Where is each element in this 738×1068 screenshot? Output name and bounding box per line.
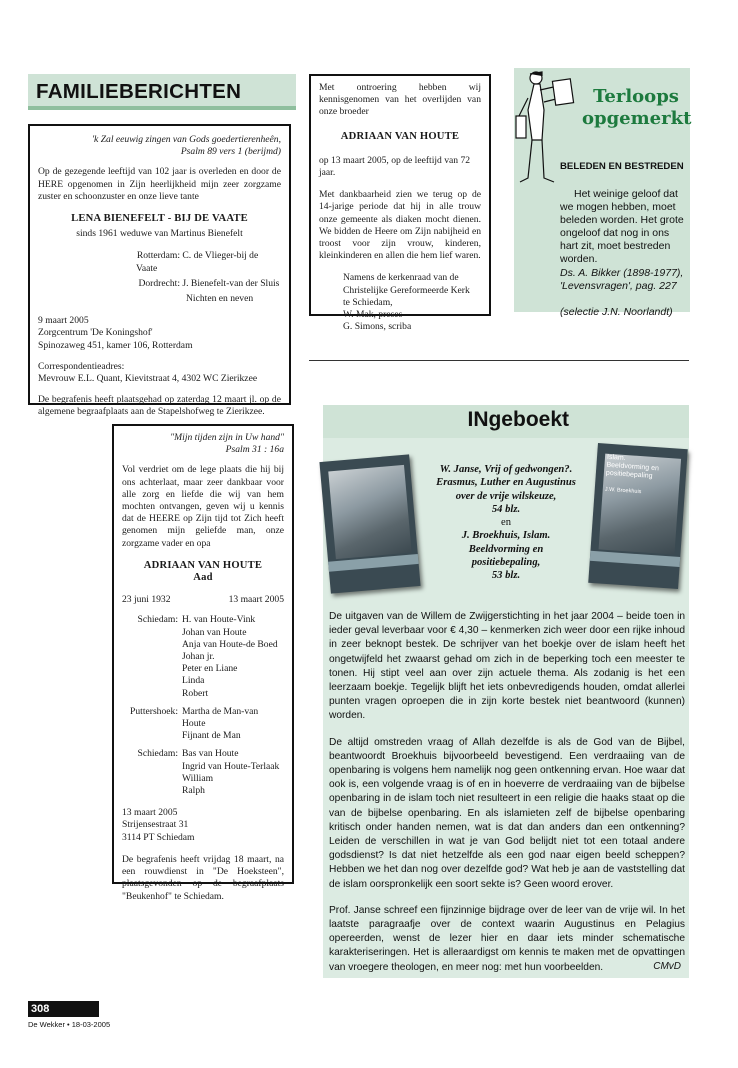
terloops-title-line: Terloops <box>593 86 679 107</box>
relative-name: Johan jr. <box>182 651 215 663</box>
relative-name: Bas van Houte <box>182 748 239 760</box>
familieberichten-header <box>28 74 296 110</box>
book-title-line: over de vrije wilskeuze, <box>455 490 557 502</box>
relative-place: Puttershoek: <box>130 705 178 717</box>
familieberichten-title: FAMILIEBERICHTEN <box>36 80 242 103</box>
book-title-line: positiebepaling, <box>471 557 541 569</box>
review-paragraph: De altijd omstreden vraag of Allah dezelfde is als de God van de Bijbel, beantwoordt Broekhuis bijvoorbeeld bevestigend. Een verdraaiing van de openbaring is volgens hem namelijk nog geen ontkenning ervan. Hoe waar dat ook is, een volgende vraag is of en in hoeverre de verdraaiing van de bijbelse openbaring in de islam toch niet resulteert in een religie die haaks staat op die van de bijbelse openbaring. En als islamieten zelf de bijbelse openbaring kritisch onder handen nemen, wat is dat dan anders dan een ontkenning? Leiden de verschillen in wat je van God belijdt niet tot een totaal andere godsdienst? Is dat niet hetzelfde als een god naar eigen beeld scheppen? Hebben we het dan nog over dezelfde god? Wat heb je aan de vaststelling dat de islam oorspronkelijk een soort sekte is? Geen woord erover. <box>329 736 685 890</box>
relative-group <box>122 748 284 797</box>
deceased-name: ADRIAAN VAN HOUTE <box>143 559 263 571</box>
book-pages: 53 blz. <box>491 570 521 582</box>
review-text <box>329 610 685 987</box>
footer-publication: De Wekker • 18-03-2005 <box>28 1020 111 1029</box>
relative-place: Schiedam: <box>137 614 178 626</box>
relatives-list <box>122 614 284 797</box>
relative-place: Rotterdam: <box>136 250 180 262</box>
ingeboekt-header <box>323 405 689 438</box>
ingeboekt-title: INgeboekt <box>467 408 569 431</box>
relative-name: C. de Vlieger-bij de Vaate <box>136 250 259 274</box>
book-titles <box>426 463 586 583</box>
review-paragraph: Prof. Janse schreef een fijnzinnige bijdrage over de leer van de vrije wil. In het laatste paragraafje over de context waarin Augustinus en Pelagius opereerden, wenst de lezer hier en daar iets minder schematische karakteriseringen. Het is alleraardigst om kennis te maken met de opvattingen van vroegere theologen, en meer nog: met hun voorbeelden. <box>329 904 685 973</box>
relative-place: Dordrecht: <box>138 277 180 289</box>
terloops-source: Ds. A. Bikker (1898-1977), <box>560 266 684 279</box>
quote-ref: Psalm 31 : 16a <box>225 444 284 456</box>
address-line: 3114 PT Schiedam <box>122 831 195 843</box>
relative-place <box>122 675 178 687</box>
signature-block <box>319 272 481 333</box>
quote-line: 'k Zal eeuwig zingen van Gods goedertierenheên, <box>92 134 281 145</box>
relative-place <box>122 730 178 742</box>
terloops-title-line: opgemerkt <box>582 108 692 129</box>
book-title-line: J. Broekhuis, Islam. <box>461 530 551 542</box>
address-line: Strijensestraat 31 <box>122 819 189 831</box>
obituary-kerkenraad <box>309 74 491 333</box>
book-title-line: Beeldvorming en <box>468 543 544 555</box>
address-line: Spinozaweg 451, kamer 106, Rotterdam <box>38 339 193 351</box>
book-cover-broekhuis <box>588 443 688 589</box>
relative-name: Johan van Houte <box>182 626 247 638</box>
relative-name: Robert <box>182 687 209 699</box>
relative-name: Ralph <box>182 785 205 797</box>
relatives-list <box>136 250 281 305</box>
relative-place <box>122 627 178 639</box>
obituary-text: Met dankbaarheid zien we terug op de 14-jarige periode dat hij in alle trouw onze gemeente als diaken mocht dienen. We bidden de Heere om Zijn nabijheid en troost voor zijn vrouw, kinderen, kleinkinderen en allen die hem lief waren. <box>319 189 481 262</box>
address-line: 13 maart 2005 <box>122 807 178 819</box>
signature-line: Namens de kerkenraad van de <box>343 272 459 284</box>
terloops-title <box>582 86 690 130</box>
obituary-intro: Met ontroering hebben wij kennisgenomen van het overlijden van onze broeder <box>319 82 481 118</box>
birth-date: 23 juni 1932 <box>122 594 171 606</box>
relative-place <box>122 688 178 700</box>
correspondence-address: Mevrouw E.L. Quant, Kievitstraat 4, 4302 WC Zierikzee <box>38 373 258 385</box>
relative-name: Ingrid van Houte-Terlaak <box>182 760 280 772</box>
terloops-source: 'Levensvragen', pag. 227 <box>560 279 677 292</box>
signature-line: Christelijke Gereformeerde Kerk <box>343 284 470 296</box>
terloops-body <box>560 188 690 319</box>
book-title-line: W. Janse, Vrij of gedwongen?. <box>439 464 573 475</box>
terloops-text: Het weinige geloof dat we mogen hebben, moet beleden worden. Het grote ongeloof dat nog in ons hart zit, moet bestreden worden. <box>560 188 684 266</box>
review-signature: CMvD <box>653 961 681 972</box>
relative-name: Peter en Liane <box>182 663 238 675</box>
header-band <box>28 106 296 110</box>
funeral-notice: De begrafenis heeft plaatsgehad op zaterdag 12 maart jl. op de algemene begraafplaats aan de Stapelshofweg te Zierikzee. <box>38 394 281 418</box>
relative-name: Anja van Houte-de Boed <box>182 638 278 650</box>
relative-place <box>122 761 178 773</box>
deceased-nickname: Aad <box>193 572 213 584</box>
relative-name: Martha de Man-van Houte <box>182 705 259 730</box>
relative-place: Schiedam: <box>137 748 178 760</box>
life-dates <box>122 594 284 606</box>
relative-name: William <box>182 772 214 784</box>
book-cover-author: J.W. Broekhuis <box>604 486 642 496</box>
funeral-notice: De begrafenis heeft vrijdag 18 maart, na een rouwdienst in "De Hoeksteen", plaatsgevonden op de begraafplaats "Beukenhof" te Schiedam. <box>122 853 284 902</box>
column-divider <box>309 360 689 361</box>
relative-name: Fijnant de Man <box>182 730 241 742</box>
book-conjunction: en <box>501 517 511 529</box>
book-pages: 54 blz. <box>491 503 521 515</box>
relative-group <box>122 706 284 743</box>
relative-name: H. van Houte-Vink <box>182 614 256 626</box>
address-line: Zorgcentrum 'De Koningshof' <box>38 327 153 339</box>
death-date: 13 maart 2005 <box>228 594 284 606</box>
book-cover-janse <box>319 454 420 593</box>
obituary-intro: Vol verdriet om de lege plaats die hij bij ons achterlaat, maar zeer dankbaar voor alle zorg en liefde die wij van hem mochten ontvangen, geven wij u kennis dat de HEERE op Zijn tijd tot Zich heeft genomen mijn geliefde man, onze zorgzame vader en opa <box>122 464 284 549</box>
book-title-line: Erasmus, Luther en Augustinus <box>436 477 576 489</box>
obituary-date: 9 maart 2005 <box>38 315 89 327</box>
review-paragraph: De uitgaven van de Willem de Zwijgerstichting in het jaar 2004 – beide toen in ieder geval leverbaar voor € 4,30 – kenmerken zich weer door een rijke inhoud in zeer beknopt bestek. De schrijver van het boekje over de islam heeft het ongetwijfeld het zwaarst gehad om zich in de beperking toch een meester te tonen. Hij stipt veel aan over zijn actuele thema. Als zodanig is het een leerzaam boekje. Tegelijk blijft het iets onbevredigends houden, omdat allerlei punten vragen oproepen die in zijn korte bestek niet beantwoord (kunnen) worden. <box>329 611 685 722</box>
terloops-selection: (selectie J.N. Noorlandt) <box>560 305 673 318</box>
correspondence-label: Correspondentieadres: <box>38 360 125 372</box>
relative-group <box>122 614 284 699</box>
obituary-van-houte <box>112 424 294 902</box>
quote-line: "Mijn tijden zijn in Uw hand" <box>170 432 284 443</box>
relative-place <box>122 639 178 651</box>
relative-name: Nichten en neven <box>186 293 254 305</box>
quote-ref: Psalm 89 vers 1 (berijmd) <box>180 146 281 158</box>
relative-name: Linda <box>182 675 205 687</box>
obituary-intro: Op de gezegende leeftijd van 102 jaar is overleden en door de HERE opgenomen in Zijn heerlijkheid mijn zeer zorgzame zuster en schoonzuster en onze lieve tante <box>38 166 281 202</box>
relative-place <box>122 785 178 797</box>
book-cover-image <box>328 465 411 559</box>
obituary-date: op 13 maart 2005, op de leeftijd van 72 jaar. <box>319 154 471 179</box>
relative-place <box>122 773 178 785</box>
obituary-bienefelt <box>28 124 291 418</box>
terloops-panel <box>514 68 692 318</box>
ingeboekt-panel <box>323 438 689 978</box>
book-cover-title: Islam. Beeldvorming en positiebepaling <box>605 453 660 480</box>
deceased-name: LENA BIENEFELT - BIJ DE VAATE <box>71 213 248 225</box>
relative-name: J. Bienefelt-van der Sluis <box>182 277 280 289</box>
signature-line: G. Simons, scriba <box>343 321 412 333</box>
deceased-name: ADRIAAN VAN HOUTE <box>340 130 460 142</box>
deceased-since: sinds 1961 weduwe van Martinus Bienefelt <box>76 228 243 240</box>
signature-line: W. Mak, preses <box>343 309 403 321</box>
relative-place <box>122 651 178 663</box>
terloops-subtitle: BELEDEN EN BESTREDEN <box>560 161 684 172</box>
page-number: 308 <box>28 1001 99 1017</box>
signature-line: te Schiedam, <box>343 296 393 308</box>
relative-place <box>122 663 178 675</box>
